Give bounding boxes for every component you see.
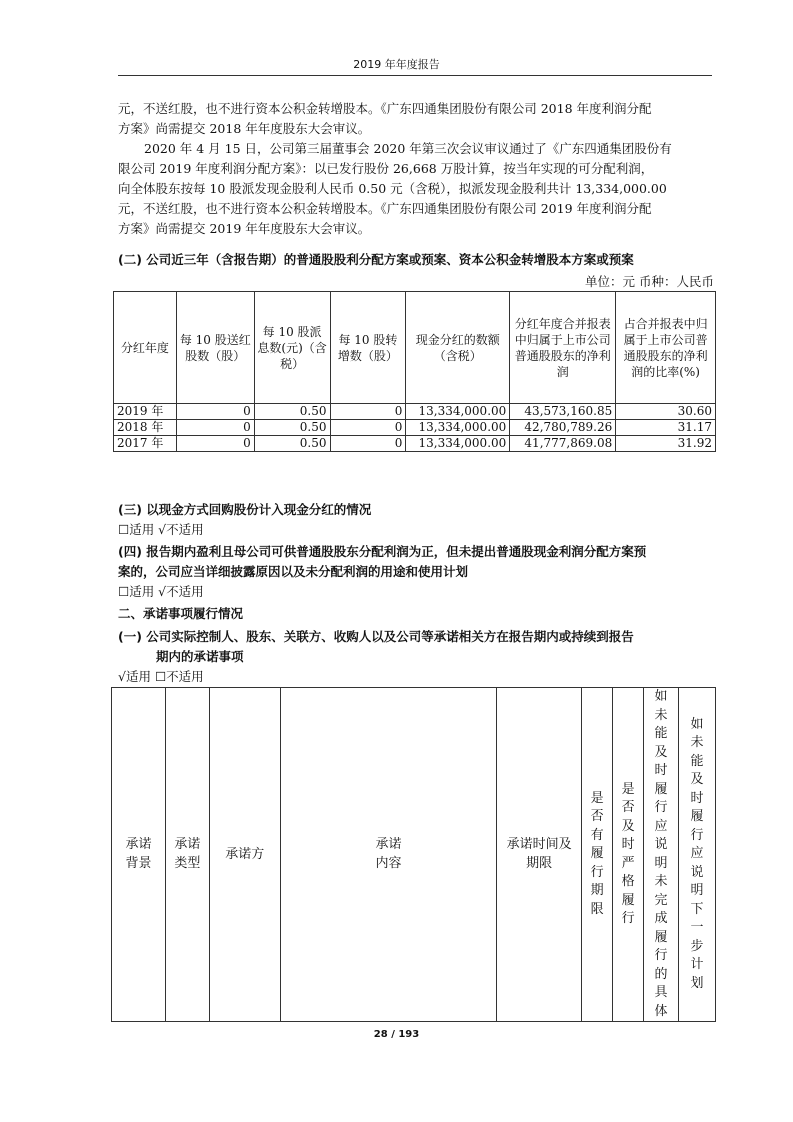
table-cell: 0 — [330, 436, 406, 452]
section-3-applicability: ☐适用 √不适用 — [118, 522, 204, 537]
unit-currency-line: 单位：元 币种：人民币 — [585, 274, 714, 289]
commitment-table-header-row — [112, 688, 716, 1022]
table-cell: 0 — [330, 420, 406, 436]
page-number: 28 / 193 — [373, 1029, 420, 1040]
text-line: 限公司 2019 年度利润分配方案》：以已发行股份 26,668 万股计算，按当年实现的可分配利润， — [118, 161, 654, 176]
table-cell: 41,777,869.08 — [510, 436, 616, 452]
table-cell: 0.50 — [254, 436, 330, 452]
table-cell: 42,780,789.26 — [510, 420, 616, 436]
table-cell: 0.50 — [254, 404, 330, 420]
table-cell: 2019 年 — [114, 404, 177, 420]
table-cell: 31.92 — [616, 436, 716, 452]
text-line: 元，不送红股，也不进行资本公积金转增股本。《广东四通集团股份有限公司 2019 年度利润分配 — [118, 201, 652, 216]
header-text: 如未能及时履行应说明下一步计划 — [690, 716, 704, 991]
section-3-heading — [118, 500, 712, 520]
heading-text: 二、承诺事项履行情况 — [118, 606, 244, 621]
col-header-dividend-per-10: 每 10 股派息数(元)（含税） — [254, 292, 330, 404]
header-text: 承诺方 — [225, 846, 265, 862]
col-header-background — [112, 688, 166, 1022]
heading-text: 期内的承诺事项 — [156, 649, 244, 664]
heading-text: 案的，公司应当详细披露原因以及未分配利润的用途和使用计划 — [118, 564, 469, 579]
dividend-table-header-row — [114, 292, 716, 404]
header-text: 承诺时间及期限 — [506, 837, 572, 871]
page-header-title: 2019 年年度报告 — [353, 58, 440, 71]
header-text: 承诺内容 — [375, 837, 402, 871]
header-text: 是否及时严格履行 — [621, 781, 635, 926]
col-header-cash-dividend: 现金分红的数额（含税） — [406, 292, 510, 404]
col-header-net-profit: 分红年度合并报表中归属于上市公司普通股股东的净利润 — [510, 292, 616, 404]
part-2-heading — [118, 604, 712, 624]
commitment-table — [111, 687, 716, 1022]
text-line: 向全体股东按每 10 股派发现金股利人民币 0.50 元（含税），拟派发现金股利共计 13,334,000.00 — [118, 181, 667, 196]
intro-paragraph-1 — [118, 99, 712, 139]
header-text: 承诺类型 — [174, 837, 201, 871]
table-cell: 2018 年 — [114, 420, 177, 436]
table-row — [114, 420, 716, 436]
section-2-heading — [118, 250, 712, 270]
table-cell: 0 — [176, 436, 254, 452]
col-header-transfer-shares: 每 10 股转增数（股） — [330, 292, 406, 404]
section-4-applicability: ☐适用 √不适用 — [118, 584, 204, 599]
heading-text: (二) 公司近三年（含报告期）的普通股股利分配方案或预案、资本公积金转增股本方案或预案 — [118, 252, 634, 267]
col-header-next-plan — [679, 688, 716, 1022]
table-cell: 31.17 — [616, 420, 716, 436]
part-2-subheading — [118, 627, 712, 667]
section-4-heading — [118, 542, 712, 582]
header-text: 是否有履行期限 — [590, 790, 604, 917]
col-header-type — [165, 688, 209, 1022]
table-cell: 13,334,000.00 — [406, 420, 510, 436]
text-line: 2020 年 4 月 15 日，公司第三届董事会 2020 年第三次会议审议通过了《广东四通集团股份有 — [144, 141, 672, 156]
header-divider — [118, 75, 712, 76]
text-line: 元，不送红股，也不进行资本公积金转增股本。《广东四通集团股份有限公司 2018 年度利润分配 — [118, 101, 652, 116]
table-cell: 0 — [176, 404, 254, 420]
heading-text: (一) 公司实际控制人、股东、关联方、收购人以及公司等承诺相关方在报告期内或持续到报告 — [118, 629, 634, 644]
col-header-year: 分红年度 — [114, 292, 177, 404]
heading-text: (四) 报告期内盈利且母公司可供普通股股东分配利润为正，但未提出普通股现金利润分配方案预 — [118, 544, 647, 559]
dividend-table — [113, 291, 716, 452]
table-cell: 0.50 — [254, 420, 330, 436]
col-header-content — [280, 688, 496, 1022]
text-line: 方案》尚需提交 2018 年年度股东大会审议。 — [118, 121, 371, 136]
intro-paragraph-2 — [118, 139, 712, 239]
heading-text: (三) 以现金方式回购股份计入现金分红的情况 — [118, 502, 372, 517]
col-header-party — [209, 688, 280, 1022]
table-row — [114, 436, 716, 452]
col-header-has-period — [582, 688, 613, 1022]
part-2-applicability: √适用 ☐不适用 — [118, 669, 204, 684]
col-header-bonus-shares: 每 10 股送红股数（股） — [176, 292, 254, 404]
table-cell: 30.60 — [616, 404, 716, 420]
col-header-failure-reason — [644, 688, 679, 1022]
text-line: 方案》尚需提交 2019 年年度股东大会审议。 — [118, 221, 371, 236]
table-cell: 13,334,000.00 — [406, 404, 510, 420]
table-row — [114, 404, 716, 420]
table-cell: 43,573,160.85 — [510, 404, 616, 420]
table-cell: 13,334,000.00 — [406, 436, 510, 452]
col-header-timely-strict — [613, 688, 644, 1022]
header-text: 承诺背景 — [125, 837, 152, 871]
table-cell: 0 — [176, 420, 254, 436]
table-cell: 0 — [330, 404, 406, 420]
col-header-ratio: 占合并报表中归属于上市公司普通股股东的净利润的比率(%) — [616, 292, 716, 404]
col-header-time-period — [497, 688, 582, 1022]
table-cell: 2017 年 — [114, 436, 177, 452]
header-text: 如未能及时履行应说明未完成履行的具体 — [654, 689, 668, 1019]
